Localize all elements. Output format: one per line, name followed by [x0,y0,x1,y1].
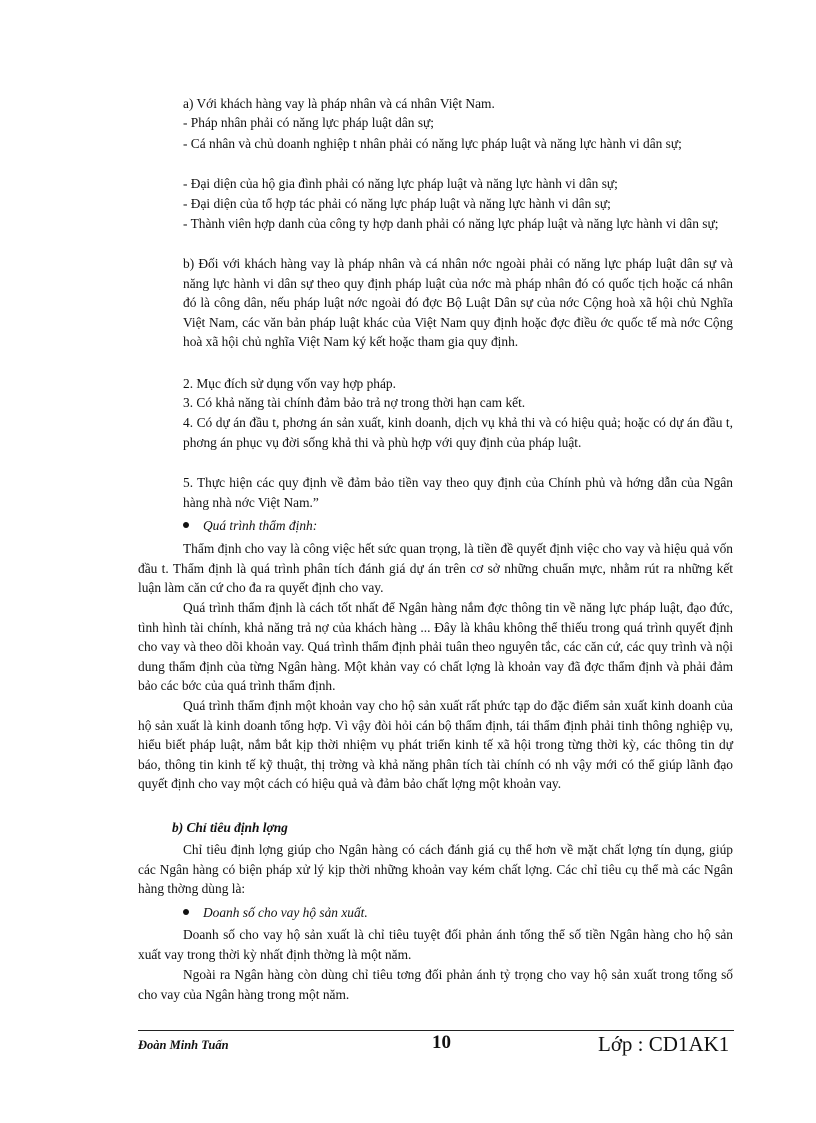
list-item-a4: - Đại diện của tổ hợp tác phải có năng lực pháp luật và năng lực hành vi dân sự; [183,196,611,211]
footer-class-label: Lớp : CD1AK1 [598,1032,730,1056]
list-item-a: a) Với khách hàng vay là pháp nhân và cá nhân Việt Nam. [183,96,495,111]
bullet-icon [183,909,189,915]
paragraph-5: Doanh số cho vay hộ sản xuất là chỉ tiêu tuyệt đối phản ánh tổng thể số tiền Ngân hàng cho hộ sản xuất vay trong thời kỳ nhất định thờng là một năm. [138,927,733,962]
list-item-a1: - Pháp nhân phải có năng lực pháp luật dân sự; [183,115,435,130]
paragraph-3: Quá trình thẩm định một khoản vay cho hộ sản xuất rất phức tạp do đặc điểm sản xuất kinh doanh của hộ sản xuất là kinh doanh tổng hợp. Vì vậy đòi hỏi cán bộ thẩm định, tái thẩm định phải tinh thông nghiệp vụ, hiểu biết pháp luật, nắm bắt kịp thời nhiệm vụ phát triển kinh tế xã hội trong từng thời kỳ, các thông tin dự báo, thông tin kinh tế kỹ thuật, thị trờng và khả năng phân tích tài chính có nh vậy mới có thể giúp lãnh đạo quyết định cho vay một cách có hiệu quả và đảm bảo chất lợng một khoản vay. [138,698,733,791]
bullet-loan-sales-label: Doanh số cho vay hộ sản xuất. [203,905,368,920]
paragraph-1: Thẩm định cho vay là công việc hết sức quan trọng, là tiền đề quyết định việc cho vay và hiệu quả vốn đầu t. Thẩm định là quá trình phân tích đánh giá dự án trên cơ sở những chuẩn mực, nhằm rút ra những kết luận làm căn cứ cho đa ra quyết định cho vay. [138,541,733,595]
list-item-a5: - Thành viên hợp danh của công ty hợp danh phải có năng lực pháp luật và năng lực hành vi dân sự; [183,216,719,231]
bullet-process-label: Quá trình thẩm định: [203,518,318,533]
section-heading-b: b) Chỉ tiêu định lợng [172,820,288,835]
list-item-3: 3. Có khả năng tài chính đảm bảo trả nợ trong thời hạn cam kết. [183,395,526,410]
list-item-5: 5. Thực hiện các quy định về đảm bảo tiền vay theo quy định của Chính phủ và hớng dẫn của Ngân hàng nhà nớc Việt Nam.” [183,475,733,510]
paragraph-2: Quá trình thẩm định là cách tốt nhất để Ngân hàng nắm đợc thông tin về năng lực pháp luật, đạo đức, tình hình tài chính, khả năng trả nợ của khách hàng ... Đây là khâu không thể thiếu trong quá trình quyết định cho vay và theo dõi khoản vay. Quá trình thẩm định phải tuân theo nguyên tắc, các căn cứ, các quy trình và nội dung thẩm định của từng Ngân hàng. Một khản vay có chất lợng là khoản vay đã đợc thẩm định và phải đảm bảo các bớc của quá trình thẩm định. [138,600,733,693]
footer-divider [138,1030,734,1031]
footer-author: Đoàn Minh Tuấn [138,1038,229,1052]
paragraph-4: Chỉ tiêu định lợng giúp cho Ngân hàng có cách đánh giá cụ thể hơn về mặt chất lợng tín dụng, giúp các Ngân hàng có biện pháp xử lý kịp thời những khoản vay kém chất lợng. Các chỉ tiêu cụ thể mà các Ngân hàng thờng dùng là: [138,842,733,896]
list-item-a3: - Đại diện của hộ gia đình phải có năng lực pháp luật và năng lực hành vi dân sự; [183,176,618,191]
list-item-a2: - Cá nhân và chủ doanh nghiệp t nhân phải có năng lực pháp luật và năng lực hành vi dân sự; [183,136,682,151]
bullet-process [183,516,317,536]
list-item-2: 2. Mục đích sử dụng vốn vay hợp pháp. [183,376,396,391]
paragraph-6: Ngoài ra Ngân hàng còn dùng chỉ tiêu tơng đối phản ánh tỷ trọng cho vay hộ sản xuất trong tổng số cho vay của Ngân hàng trong một năm. [138,967,733,1002]
footer-page-number: 10 [432,1032,451,1053]
bullet-icon [183,522,189,528]
list-item-b: b) Đối với khách hàng vay là pháp nhân và cá nhân nớc ngoài phải có năng lực pháp luật dân sự và năng lực hành vi dân sự theo quy định pháp luật của nớc mà pháp nhân đó có quốc tịch hoặc cá nhân đó là công dân, nếu pháp luật nớc ngoài đó đợc Bộ Luật Dân sự của nớc Cộng hoà xã hội chủ Nghĩa Việt Nam, các văn bản pháp luật khác của Việt Nam quy định hoặc đợc điều ớc quốc tế mà nớc Cộng hoà xã hội chủ nghĩa Việt Nam ký kết hoặc tham gia quy định. [183,256,733,349]
list-item-4: 4. Có dự án đầu t, phơng án sản xuất, kinh doanh, dịch vụ khả thi và có hiệu quả; hoặc có dự án đầu t, phơng án phục vụ đời sống khả thi và phù hợp với quy định của pháp luật. [183,415,733,450]
bullet-loan-sales [183,903,368,923]
